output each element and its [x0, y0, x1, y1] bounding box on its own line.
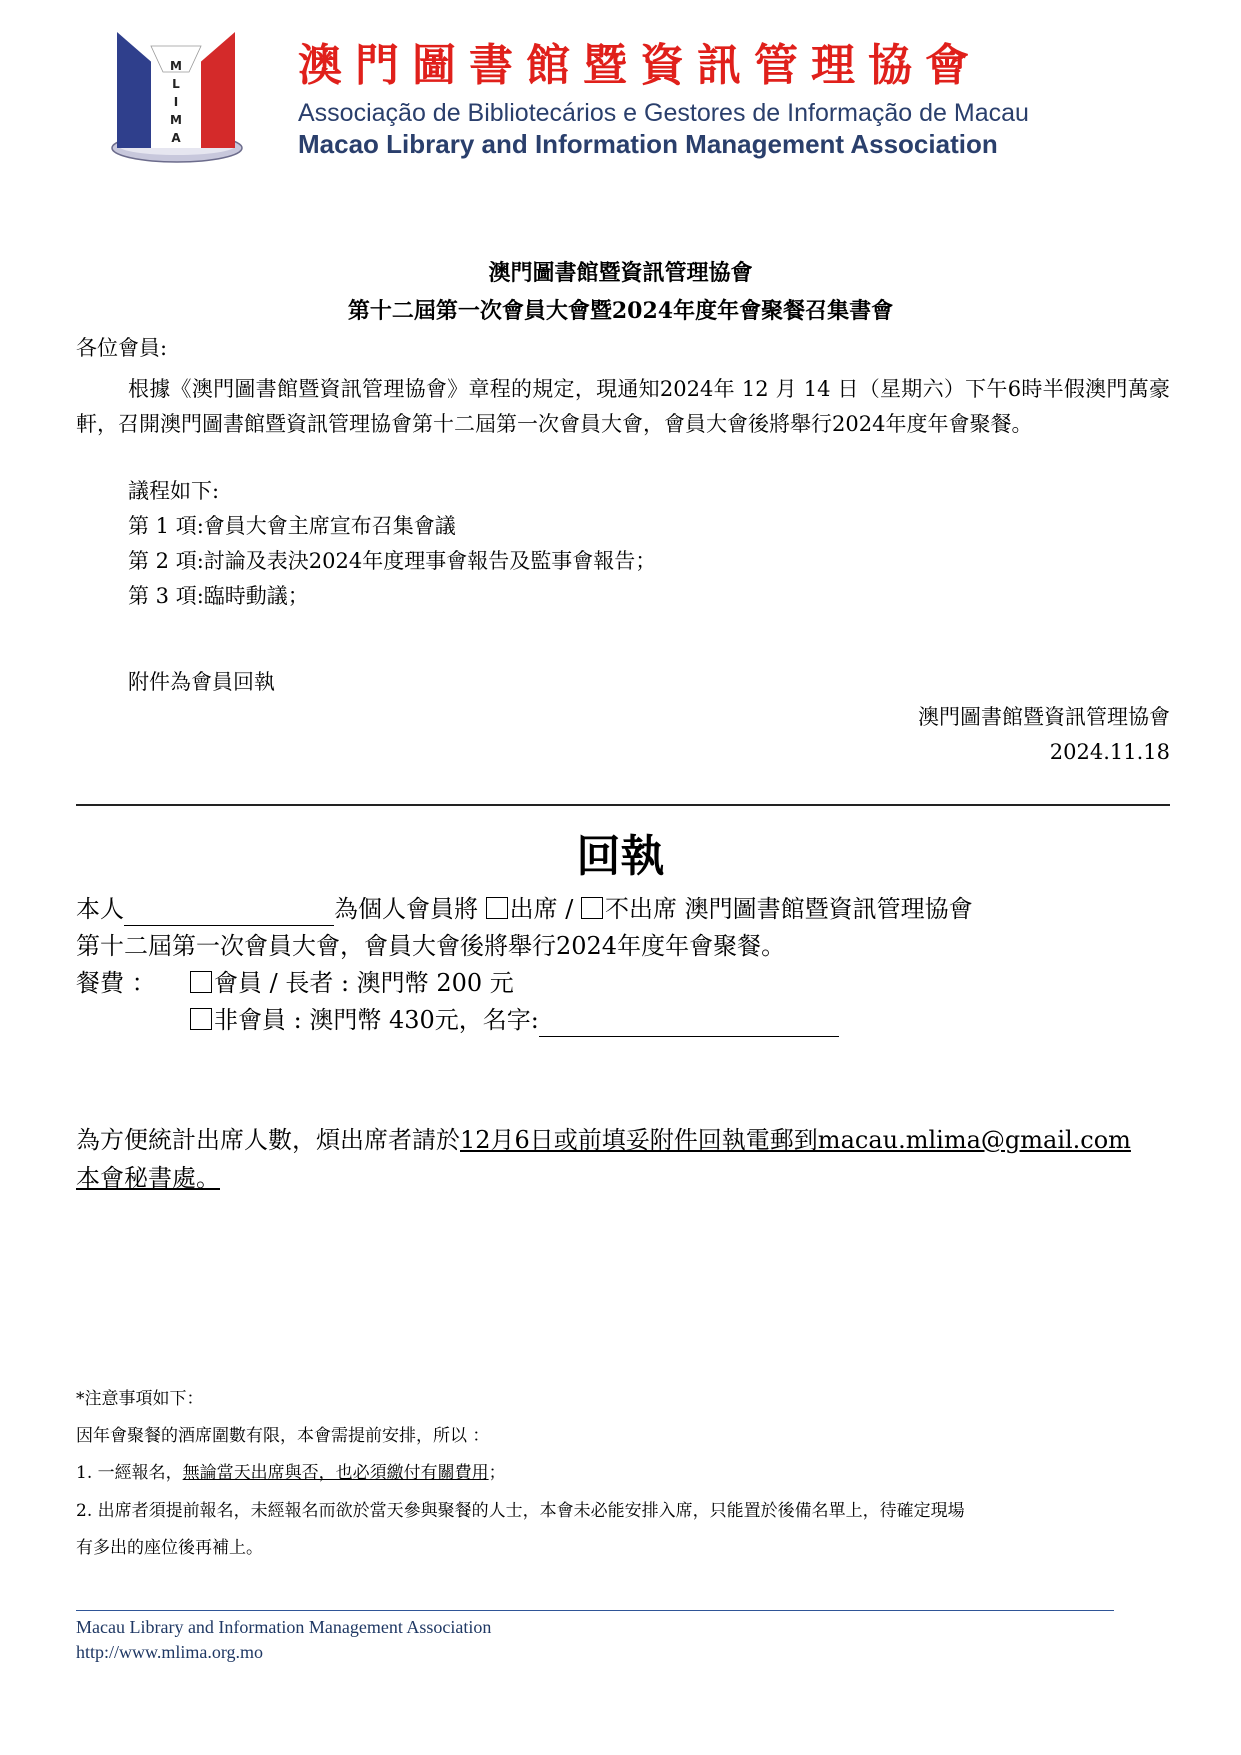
fee-nonmember-row [190, 1004, 839, 1037]
svg-text:A: A [171, 131, 181, 145]
notice-date: 2024.11.18 [1049, 740, 1170, 764]
svg-text:M: M [170, 59, 182, 73]
reply-org: 澳門圖書館暨資訊管理協會 [684, 895, 973, 923]
divider [76, 804, 1170, 806]
notes-item-1-suffix: ； [488, 1463, 506, 1483]
reply-line2: 第十二屆第一次會員大會，會員大會後將舉行2024年度年會聚餐。 [76, 932, 786, 960]
fee-member-row [190, 967, 514, 999]
notes-item-2: 2. 出席者須提前報名，未經報名而欲於當天參與聚餐的人士，本會未必能安排入席，只能置於後備名單上，待確定現場 [76, 1501, 965, 1521]
notes-item-1-prefix: 1. 一經報名， [76, 1463, 183, 1483]
nonmember-fee-checkbox[interactable] [190, 1008, 212, 1030]
salutation: 各位會員: [76, 336, 168, 360]
fee-member-text: 會員 / 長者 : 澳門幣 200 元 [214, 969, 514, 997]
agenda-item: 第 2 項:討論及表決2024年度理事會報告及監事會報告； [128, 549, 657, 573]
notes-item-1-emphasis: 無論當天出席與否，也必須繳付有關費用 [182, 1463, 489, 1483]
not-attend-checkbox[interactable] [581, 897, 603, 919]
svg-text:L: L [172, 77, 180, 91]
agenda-item: 第 3 項:臨時動議； [128, 584, 309, 608]
not-attend-label: 不出席 [605, 895, 678, 923]
footer-name: Macau Library and Information Management Association [76, 1617, 492, 1637]
fee-label: 餐費 ： [76, 969, 156, 997]
header-title-chinese: 澳門圖書館暨資訊管理協會 [298, 40, 982, 91]
reply-mid: 為個人會員將 [334, 895, 478, 923]
notice-paragraph: 根據《澳門圖書館暨資訊管理協會》章程的規定，現通知2024年 12 月 14 日（星期六）下午6時半假澳門萬豪軒，召開澳門圖書館暨資訊管理協會第十二屆第一次會員大會，會員大會後將舉行2024年度年會聚餐。 [76, 377, 1170, 436]
agenda-item: 第 1 項:會員大會主席宣布召集會議 [128, 514, 456, 538]
svg-text:M: M [170, 113, 182, 127]
notice-title-line2: 第十二屆第一次會員大會暨2024年度年會聚餐召集書會 [347, 298, 894, 324]
agenda-heading: 議程如下: [128, 479, 220, 503]
svg-text:I: I [173, 95, 179, 109]
reply-title: 回執 [576, 831, 665, 882]
deadline-line1 [76, 1124, 1131, 1156]
attachment-note: 附件為會員回執 [128, 670, 275, 694]
attend-checkbox[interactable] [486, 897, 508, 919]
notes-item-2-cont: 有多出的座位後再補上。 [76, 1538, 263, 1558]
attend-label: 出席 [509, 895, 558, 923]
notice-title-line1: 澳門圖書館暨資訊管理協會 [488, 260, 753, 286]
notes-intro: 因年會聚餐的酒席圍數有限，本會需提前安排，所以 ： [76, 1426, 490, 1446]
footer-rule [76, 1610, 1114, 1611]
footer-url[interactable]: http://www.mlima.org.mo [76, 1642, 263, 1662]
member-name-field[interactable] [124, 893, 334, 926]
deadline-line2: 本會秘書處。 [76, 1164, 220, 1192]
notes-item-1 [76, 1461, 506, 1485]
reply-prefix: 本人 [76, 895, 124, 923]
header-title-portuguese: Associação de Bibliotecários e Gestores de Informação de Macau [298, 99, 1029, 127]
header-title-english: Macao Library and Information Management Association [298, 129, 998, 159]
member-fee-checkbox[interactable] [190, 971, 212, 993]
signature: 澳門圖書館暨資訊管理協會 [918, 705, 1170, 729]
fee-nonmember-text: 非會員 : 澳門幣 430元，名字: [214, 1006, 539, 1034]
notes-heading: *注意事項如下： [76, 1389, 204, 1409]
separator: / [565, 895, 574, 923]
reply-line1 [76, 893, 973, 926]
deadline-prefix: 為方便統計出席人數，煩出席者請於 [76, 1126, 460, 1154]
guest-name-field[interactable] [539, 1004, 839, 1037]
mlima-logo [105, 30, 250, 170]
deadline-email: 12月6日或前填妥附件回執電郵到macau.mlima@gmail.com [460, 1126, 1131, 1154]
